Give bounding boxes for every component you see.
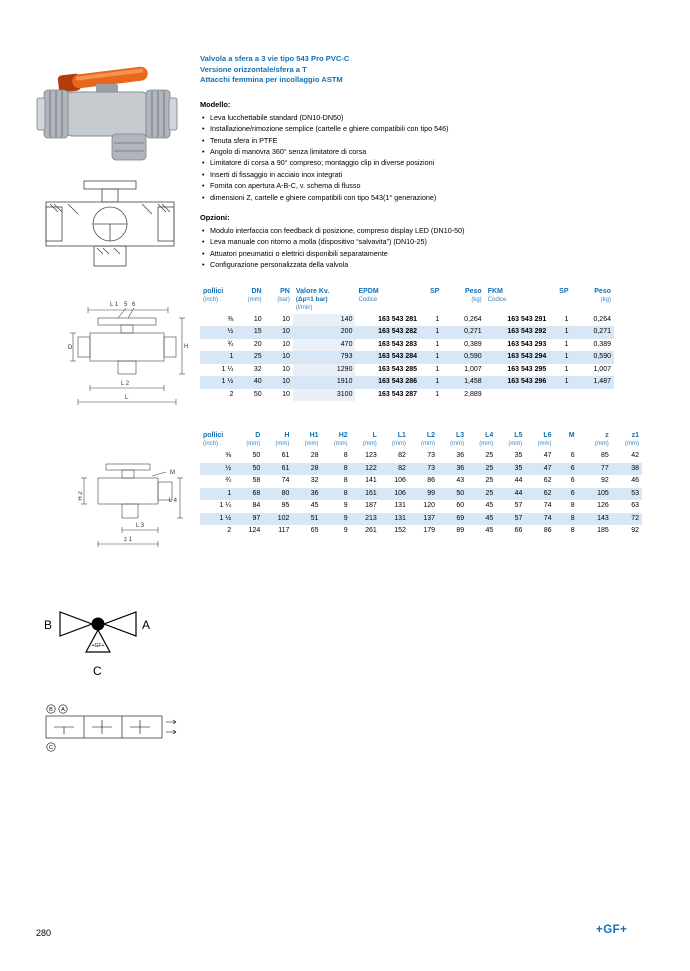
table-cell xyxy=(485,389,550,402)
table-cell: 1 xyxy=(549,326,571,339)
table-cell: 51 xyxy=(292,513,321,526)
table-cell: 85 xyxy=(600,452,609,460)
table-cell: 28 xyxy=(292,463,321,476)
table-cell: 122 xyxy=(351,463,380,476)
table-cell: 42 xyxy=(631,452,639,460)
table-cell: 1,458 xyxy=(442,376,484,389)
table-cell: 69 xyxy=(438,513,467,526)
position-port-c-label: C xyxy=(49,745,53,751)
column-header: H2 (mm) xyxy=(333,432,348,448)
column-header: PN (bar) xyxy=(277,287,290,303)
table-cell: 793 xyxy=(293,351,356,364)
table-cell: 9 xyxy=(343,502,348,510)
table-cell: 86 xyxy=(427,477,436,485)
table-cell: 44 xyxy=(496,488,525,501)
table-cell: 117 xyxy=(278,527,290,535)
column-header: EPDM Codice xyxy=(358,287,379,303)
column-header: L3 (mm) xyxy=(450,432,465,448)
valve-cross-section-drawing xyxy=(40,178,180,275)
table-row xyxy=(200,339,614,352)
table-cell: 9 xyxy=(322,513,351,526)
dim-label-l2: L 2 xyxy=(121,381,130,387)
table-cell: 2 xyxy=(227,527,232,535)
table-cell: 43 xyxy=(456,477,465,485)
table-cell: 163 543 295 xyxy=(507,365,547,373)
table-cell: 36 xyxy=(438,463,467,476)
table-cell: 131 xyxy=(380,513,409,526)
table-cell: 77 xyxy=(578,463,612,476)
table-cell: 50 xyxy=(253,390,262,398)
table-cell: 8 xyxy=(570,502,575,510)
table-cell: 99 xyxy=(409,488,438,501)
table-cell: 3100 xyxy=(293,389,356,402)
table-cell: 179 xyxy=(423,527,436,535)
table-cell: 63 xyxy=(631,502,639,510)
column-header: L5 (mm) xyxy=(508,432,523,448)
table-cell: 45 xyxy=(485,527,494,535)
table-cell: ⅜ xyxy=(225,452,232,460)
table-cell: 6 xyxy=(555,488,578,501)
table-cell: 50 xyxy=(438,488,467,501)
table-cell: 32 xyxy=(310,477,319,485)
table-cell: 1 xyxy=(564,340,569,348)
table-cell: 140 xyxy=(293,314,356,327)
table-cell: 62 xyxy=(543,477,552,485)
dimension-drawing-front xyxy=(68,296,190,429)
table-cell: 8 xyxy=(322,488,351,501)
title-line-3: Attacchi femmina per incollaggio ASTM xyxy=(200,75,343,85)
table-cell: 2,889 xyxy=(464,390,482,398)
bullet-item: • Limitatore di corsa a 90° compreso; montaggio clip in diverse posizioni xyxy=(200,157,650,168)
table-cell: 65 xyxy=(310,527,319,535)
table-row xyxy=(200,389,614,402)
column-header: L4 (mm) xyxy=(479,432,494,448)
table-row xyxy=(200,500,642,513)
table-cell: 61 xyxy=(263,463,292,476)
table-cell: 1 ½ xyxy=(200,513,234,526)
table-cell: 0,271 xyxy=(572,326,615,339)
table-cell: 9 xyxy=(343,527,348,535)
table-cell: 124 xyxy=(248,527,261,535)
dim-label-h2: H 2 xyxy=(78,491,84,501)
table-cell: 1 xyxy=(200,351,236,364)
dimension-drawing-side xyxy=(78,446,190,567)
table-cell: 35 xyxy=(496,463,525,476)
table-cell: 68 xyxy=(234,488,263,501)
table-row xyxy=(200,513,642,526)
table-cell: 95 xyxy=(281,502,290,510)
table-cell: 1 xyxy=(420,376,442,389)
table-cell: 1910 xyxy=(293,376,356,389)
column-header: H (mm) xyxy=(275,432,290,448)
table-row xyxy=(200,364,614,377)
column-header: H1 (mm) xyxy=(304,432,319,448)
table-cell: 0,271 xyxy=(442,326,484,339)
table-cell: 25 xyxy=(467,463,496,476)
table-cell: 1290 xyxy=(293,364,356,377)
table-cell: 82 xyxy=(398,452,406,460)
table-cell: 25 xyxy=(236,351,264,364)
table-cell: 261 xyxy=(365,527,377,535)
position-port-a-label: A xyxy=(61,707,65,713)
table-row xyxy=(200,475,642,488)
table-row xyxy=(200,351,614,364)
table-row xyxy=(200,463,642,476)
table-cell: 50 xyxy=(234,463,263,476)
column-header: L6 (mm) xyxy=(537,432,552,448)
column-header: L1 (mm) xyxy=(391,432,406,448)
bullet-item: • Configurazione personalizzata della valvola xyxy=(200,259,650,270)
table-cell: 1 xyxy=(200,488,234,501)
table-cell: 1 xyxy=(420,351,442,364)
table-cell: 92 xyxy=(600,477,609,485)
table-cell: 0,590 xyxy=(442,351,484,364)
column-header: FKM Codice xyxy=(487,287,507,303)
table-cell: 45 xyxy=(485,502,494,510)
opzioni-heading: Opzioni: xyxy=(200,213,230,223)
modello-list xyxy=(200,112,650,203)
table-row xyxy=(200,376,614,389)
table-cell: 143 xyxy=(578,513,612,526)
specs-table-header xyxy=(200,287,614,314)
table-cell: 185 xyxy=(597,527,609,535)
column-header: SP xyxy=(429,287,440,295)
dim-label-6: 6 xyxy=(132,302,136,308)
table-cell: 163 543 285 xyxy=(378,365,418,373)
table-cell: 25 xyxy=(485,452,494,460)
valve-position-diagram xyxy=(42,702,182,759)
table-cell: 35 xyxy=(514,452,523,460)
table-cell: 163 543 286 xyxy=(355,376,420,389)
table-cell: 47 xyxy=(525,463,554,476)
table-cell: 10 xyxy=(282,340,290,348)
table-cell: 46 xyxy=(631,477,639,485)
table-cell: 163 543 287 xyxy=(378,390,418,398)
table-cell: 1,007 xyxy=(593,365,611,373)
table-cell: 0,389 xyxy=(593,340,611,348)
table-cell: 123 xyxy=(365,452,377,460)
table-cell: ⅜ xyxy=(227,315,234,323)
page-number: 280 xyxy=(36,928,52,938)
table-cell: 32 xyxy=(253,365,262,373)
table-cell: 106 xyxy=(380,488,409,501)
table-cell: 74 xyxy=(281,477,290,485)
table-cell: 163 543 282 xyxy=(355,326,420,339)
dim-label-l: L xyxy=(125,395,129,401)
page-title xyxy=(200,54,650,86)
column-header: D (mm) xyxy=(246,432,261,448)
table-cell: 57 xyxy=(496,513,525,526)
table-cell: 10 xyxy=(265,351,293,364)
table-cell: 66 xyxy=(514,527,523,535)
table-cell: 0,264 xyxy=(593,315,611,323)
table-cell: 92 xyxy=(631,527,639,535)
table-cell: 102 xyxy=(263,513,292,526)
table-cell: 45 xyxy=(310,502,319,510)
table-cell: 36 xyxy=(292,488,321,501)
table-cell: 73 xyxy=(409,463,438,476)
table-cell: 73 xyxy=(427,452,436,460)
table-cell: ¾ xyxy=(225,477,232,485)
table-cell: 1 xyxy=(564,315,569,323)
bullet-item: • Leva lucchettabile standard (DN10-DN50) xyxy=(200,112,650,123)
flow-port-a-label: A xyxy=(142,618,151,632)
table-cell: 8 xyxy=(570,527,575,535)
dim-label-h: H xyxy=(184,344,189,350)
position-port-b-label: B xyxy=(49,707,53,713)
table-cell: 1 ½ xyxy=(200,376,236,389)
table-cell: 53 xyxy=(612,488,642,501)
table-row xyxy=(200,525,642,538)
table-cell: 1,007 xyxy=(464,365,482,373)
table-cell: 163 543 293 xyxy=(507,340,547,348)
flow-port-b-label: B xyxy=(44,618,53,632)
table-cell: 187 xyxy=(365,502,377,510)
table-cell: 6 xyxy=(570,452,575,460)
dim-label-l4: L 4 xyxy=(168,498,177,504)
bullet-item: • dimensioni Z, cartelle e ghiere compatibili con tipo 543(1° generazione) xyxy=(200,192,650,203)
table-cell: 1 ¼ xyxy=(219,502,232,510)
column-header: M xyxy=(568,432,575,440)
column-header: Peso (kg) xyxy=(464,287,482,303)
table-cell: 1 xyxy=(420,326,442,339)
table-cell: ½ xyxy=(200,326,236,339)
table-cell: 1 xyxy=(435,340,440,348)
table-cell: 200 xyxy=(293,326,356,339)
column-header: L2 (mm) xyxy=(421,432,436,448)
bullet-item: • Fornita con apertura A-B-C, v. schema di flusso xyxy=(200,180,650,191)
table-cell: 44 xyxy=(514,477,523,485)
table-cell: 163 543 281 xyxy=(378,315,418,323)
title-line-1: Valvola a sfera a 3 vie tipo 543 Pro PVC-C xyxy=(200,54,350,63)
table-cell: 47 xyxy=(543,452,552,460)
table-cell: 1 xyxy=(549,351,571,364)
dim-label-l1: L 1 xyxy=(110,302,119,308)
dim-label-5: 5 xyxy=(124,302,128,308)
bullet-item: • Leva manuale con ritorno a molla (dispositivo “salvavita”) (DN10-25) xyxy=(200,236,650,247)
table-cell: 86 xyxy=(543,527,552,535)
table-cell: 8 xyxy=(343,452,348,460)
dim-label-z1: z 1 xyxy=(123,537,133,543)
table-cell: 120 xyxy=(423,502,436,510)
table-cell: 97 xyxy=(234,513,263,526)
table-cell: 1 xyxy=(435,365,440,373)
table-cell: 20 xyxy=(253,340,262,348)
table-cell: 60 xyxy=(456,502,465,510)
table-cell: ¾ xyxy=(227,340,234,348)
table-cell: 82 xyxy=(380,463,409,476)
table-cell: 25 xyxy=(467,488,496,501)
table-cell: 8 xyxy=(322,463,351,476)
table-cell: 36 xyxy=(456,452,465,460)
table-cell: 137 xyxy=(409,513,438,526)
table-cell: 1 xyxy=(435,390,440,398)
table-cell: 50 xyxy=(252,452,261,460)
table-cell: 1,487 xyxy=(572,376,615,389)
table-cell: 163 543 284 xyxy=(355,351,420,364)
table-row xyxy=(200,326,614,339)
table-cell xyxy=(549,389,571,402)
specs-table-body xyxy=(200,314,614,402)
table-cell: 84 xyxy=(252,502,261,510)
table-cell: 1 xyxy=(549,376,571,389)
table-cell: 10 xyxy=(282,390,290,398)
column-header: DN (mm) xyxy=(247,287,262,303)
dimensions-table-header xyxy=(200,431,642,450)
table-cell: 163 543 294 xyxy=(485,351,550,364)
bullet-item: • Modulo interfaccia con feedback di posizione, compreso display LED (DN10-50) xyxy=(200,225,650,236)
table-cell: 106 xyxy=(394,477,406,485)
table-cell: 131 xyxy=(394,502,406,510)
table-cell xyxy=(572,389,615,402)
table-cell: 10 xyxy=(253,315,262,323)
table-cell: 40 xyxy=(236,376,264,389)
table-row xyxy=(200,314,614,327)
table-cell: 10 xyxy=(282,315,290,323)
table-cell: 1 xyxy=(564,365,569,373)
table-cell: 470 xyxy=(293,339,356,352)
table-cell: 72 xyxy=(612,513,642,526)
table-cell: 45 xyxy=(467,513,496,526)
table-cell: 10 xyxy=(282,365,290,373)
dimensions-table xyxy=(200,431,642,538)
table-cell: 6 xyxy=(570,477,575,485)
table-cell: 213 xyxy=(351,513,380,526)
dim-label-d: D xyxy=(68,345,73,351)
bullet-item: • Attuatori pneumatici o elettrici disponibili separatamente xyxy=(200,248,650,259)
table-cell: ½ xyxy=(200,463,234,476)
table-cell: 58 xyxy=(252,477,261,485)
table-cell: 80 xyxy=(263,488,292,501)
table-cell: 74 xyxy=(543,502,552,510)
table-cell: 1 ¼ xyxy=(221,365,234,373)
table-cell: 15 xyxy=(236,326,264,339)
flow-gf-signet: +GF+ xyxy=(91,643,105,649)
table-cell: 28 xyxy=(310,452,319,460)
column-header: pollici (inch) xyxy=(203,432,224,448)
table-cell: 38 xyxy=(612,463,642,476)
bullet-item: • Inserti di fissaggio in acciaio inox integrati xyxy=(200,169,650,180)
table-cell: 74 xyxy=(525,513,554,526)
table-cell: 0,389 xyxy=(464,340,482,348)
table-cell: 10 xyxy=(265,376,293,389)
modello-heading: Modello: xyxy=(200,99,231,109)
dimensions-table-body xyxy=(200,450,642,538)
table-cell: 89 xyxy=(456,527,465,535)
table-cell: 2 xyxy=(229,390,234,398)
table-cell: 126 xyxy=(597,502,609,510)
table-cell: 163 543 292 xyxy=(485,326,550,339)
valve-photo xyxy=(36,50,178,171)
content-column xyxy=(200,54,650,538)
table-cell: 105 xyxy=(578,488,612,501)
bullet-item: • Installazione/rimozione semplice (cartelle e ghiere compatibili con tipo 546) xyxy=(200,123,650,134)
flow-schema-diagram xyxy=(36,586,164,691)
column-header: Peso (kg) xyxy=(594,287,611,303)
table-cell: 8 xyxy=(343,477,348,485)
gf-logo: +GF+ xyxy=(596,924,628,936)
bullet-item: • Angolo di manovra 360° senza limitatore di corsa xyxy=(200,146,650,157)
flow-port-c-label: C xyxy=(93,664,102,678)
column-header: z1 (mm) xyxy=(625,432,639,448)
dim-label-l3: L 3 xyxy=(135,523,145,529)
dim-label-m: M xyxy=(170,470,175,476)
table-cell: 163 543 291 xyxy=(507,315,547,323)
bullet-item: • Tenuta sfera in PTFE xyxy=(200,135,650,146)
table-cell: 62 xyxy=(525,488,554,501)
table-row xyxy=(200,450,642,463)
table-cell: 0,264 xyxy=(464,315,482,323)
table-cell: 25 xyxy=(485,477,494,485)
table-cell: 57 xyxy=(514,502,523,510)
column-header: z (mm) xyxy=(594,432,609,448)
table-cell: 163 543 283 xyxy=(378,340,418,348)
column-header: pollici (inch) xyxy=(203,287,224,303)
opzioni-list xyxy=(200,225,650,271)
specs-table xyxy=(200,287,614,402)
table-cell: 1 xyxy=(435,315,440,323)
title-line-2: Versione orizzontale/sfera a T xyxy=(200,64,307,74)
table-cell: 0,590 xyxy=(572,351,615,364)
table-cell: 163 543 296 xyxy=(485,376,550,389)
table-cell: 8 xyxy=(555,513,578,526)
column-header: L (mm) xyxy=(362,432,377,448)
table-cell: 6 xyxy=(555,463,578,476)
table-cell: 10 xyxy=(265,326,293,339)
table-cell: 61 xyxy=(281,452,290,460)
table-cell: 161 xyxy=(351,488,380,501)
table-row xyxy=(200,488,642,501)
column-header: SP xyxy=(559,287,569,295)
table-cell: 141 xyxy=(365,477,377,485)
table-cell: 152 xyxy=(394,527,406,535)
column-header: Valore Kv. (Δp=1 bar) (l/min) xyxy=(295,287,330,311)
